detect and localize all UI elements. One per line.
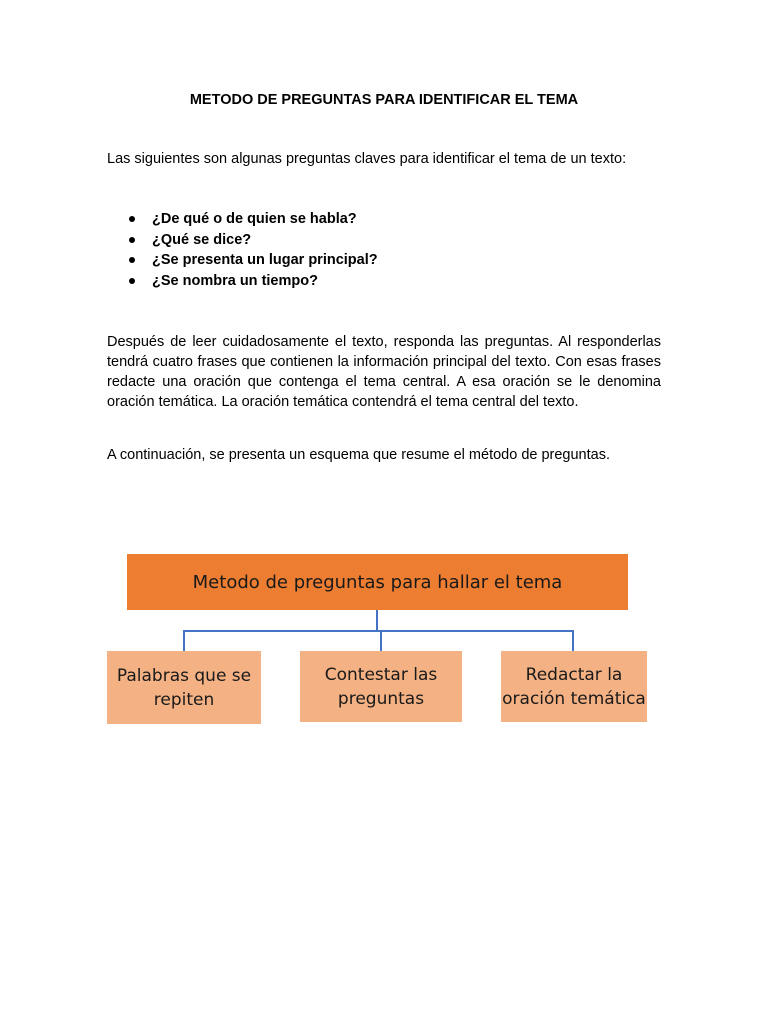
body-paragraph: A continuación, se presenta un esquema que resume el método de preguntas. [107,447,610,463]
bullet-icon [129,257,135,263]
diagram-child-box: Redactar la oración temática [501,651,647,722]
question-list [107,209,667,291]
page-title: METODO DE PREGUNTAS PARA IDENTIFICAR EL TEMA [189,92,579,108]
body-paragraph: Después de leer cuidadosamente el texto, responda las preguntas. Al responderlas tendrá cuatro frases que contienen la información principal del texto. Con esas frases redacte una oración que contenga el tema central. A esa oración se le denomina oración temática. La oración temática contendrá el tema central del texto. [107,334,661,410]
diagram-root-box: Metodo de preguntas para hallar el tema [127,554,628,610]
diagram-child-box: Contestar las preguntas [300,651,462,722]
question-text: ¿Se nombra un tiempo? [152,272,318,289]
question-text: ¿De qué o de quien se habla? [152,211,357,227]
bullet-icon [129,216,135,222]
diagram-child-box: Palabras que se repiten [107,651,261,724]
question-text: ¿Se presenta un lugar principal? [152,252,378,268]
list-item [107,209,667,230]
question-text: ¿Qué se dice? [152,231,252,248]
connector-line [376,610,378,632]
connector-line [572,630,574,651]
intro-text: Las siguientes son algunas preguntas claves para identificar el tema de un texto: [107,151,627,167]
connector-line [183,630,574,632]
list-item [107,250,667,271]
connector-line [380,630,382,651]
list-item [107,271,667,292]
list-item [107,230,667,251]
connector-line [183,630,185,651]
bullet-icon [129,278,135,284]
bullet-icon [129,237,135,243]
